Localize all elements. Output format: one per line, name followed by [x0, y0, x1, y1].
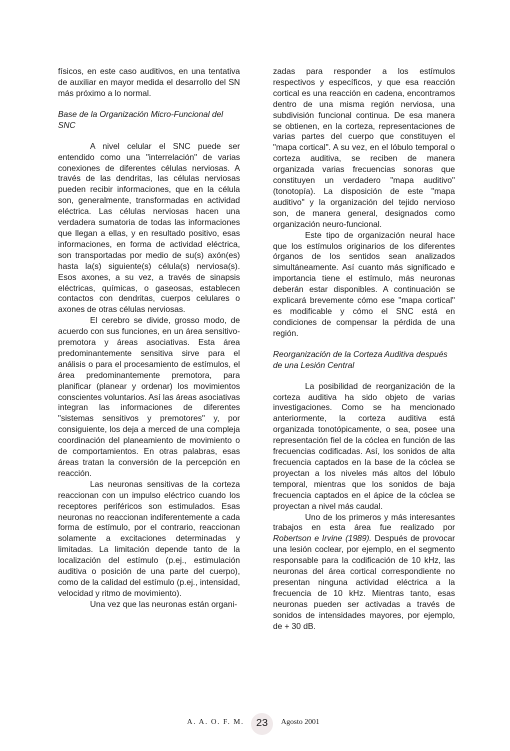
section-heading: Reorganización de la Corteza Auditiva después de una Lesión Central — [273, 348, 448, 370]
paragraph: A nivel celular el SNC puede ser entendido como una "interrelación" de varias conexiones de diferentes células nerviosas. A través de las dendritas, las células nerviosas pueden recibir informaciones, que en la célula son, generalmente, transformadas en actividad eléctrica. Las células nerviosas hacen una verdadera sumatoria de todas las informaciones que llegan a ellas, y en resultado positivo, esas informaciones, en forma de actividad eléctrica, son transportadas por medio de su(s) axón(es) hasta la(s) siguiente(s) célula(s) nerviosa(s). Esos axones, a su vez, a través de sinapsis eléctricas, químicas, o gaseosas, establecen contactos con dendritas, cuerpos celulares o axones de otras células nerviosas. — [58, 140, 240, 315]
paragraph — [273, 512, 455, 632]
left-column — [58, 66, 240, 610]
page-number: 23 — [251, 713, 273, 735]
journal-name: A. A. O. F. M. — [187, 717, 244, 726]
paragraph: Este tipo de organización neural hace que los estímulos originarios de los diferentes órganos de los sentidos sean analizados simultáneamente. Así cuanto más significado e importancia tiene el estímulo, más neuronas deberán estar disponibles. A continuación se explicará brevemente cómo ese "mapa cortical" es modificable y cómo el SNC está en condiciones de compensar la pérdida de una región. — [273, 229, 455, 338]
paragraph: físicos, en este caso auditivos, en una tentativa de auxiliar en mayor medida el desarrollo del SN más próximo a lo normal. — [58, 66, 240, 98]
right-column — [273, 66, 455, 632]
paragraph-text: Uno de los primeros y más interesantes trabajos en esta área fue realizado por — [273, 511, 455, 533]
section-heading: Base de la Organización Micro-Funcional del SNC — [58, 108, 224, 130]
paragraph: El cerebro se divide, grosso modo, de acuerdo con sus funciones, en un área sensitivo-premotora y áreas asociativas. Esta área predominantemente sensitiva sirve para el análisis o para el procesamiento de estímulos, el área predominantemente premotora, para planificar (planear y ordenar) los movimientos conscientes voluntarios. Así las áreas asociativas integran las informaciones de diferentes "sistemas sensitivos y premotores" y, por consiguiente, los deja a merced de una compleja coordinación del planeamiento de movimiento o de comportamientos. En otras palabras, esas áreas tratan la conversión de la percepción en reacción. — [58, 315, 240, 478]
citation: Robertson e Irvine (1989). — [273, 533, 372, 544]
paragraph: La posibilidad de reorganización de la corteza auditiva ha sido objeto de varias investigaciones. Como se ha mencionado anteriormente, la corteza auditiva está organizada tonotópicamente, o sea, posee una representación fiel de la cóclea en función de las frecuencias codificadas. Así, los sonidos de alta frecuencia captados en la base de la cóclea se proyectan a los niveles más altos del lóbulo temporal, mientras que los sonidos de baja frecuencia captados en el ápice de la cóclea se proyectan a nivel más caudal. — [273, 380, 455, 511]
paragraph: Una vez que las neuronas están organi- — [90, 598, 238, 609]
paragraph: Las neuronas sensitivas de la corteza reaccionan con un impulso eléctrico cuando los receptores periféricos son estimulados. Esas neuronas no reaccionan indiferentemente a cada forma de estímulo, por el contrario, reaccionan solamente a excitaciones determinadas y limitadas. La limitación depende tanto de la localización del estímulo (p.ej., estimulación auditiva o posición de una parte del cuerpo), como de la calidad del estímulo (p.ej., intensidad, velocidad y ritmo de movimiento). — [58, 478, 240, 598]
page-footer — [0, 712, 510, 734]
paragraph-text: Después de provocar una lesión coclear, por ejemplo, en el segmento responsable para la codificación de 10 kHz, las neuronas del área cortical correspondiente no presentan ninguna actividad eléctrica a la frecuencia de 10 kHz. Mientras tanto, esas neuronas pueden ser activadas a través de sonidos de intensidades mayores, por ejemplo, de + 30 dB. — [273, 533, 455, 631]
paragraph: zadas para responder a los estímulos respectivos y específicos, y que esa reacción cortical es una reacción en cadena, encontramos dentro de una misma región nerviosa, una subdivisión funcional continua. De esa manera se obtienen, en la corteza, representaciones de varias partes del cuerpo que constituyen el "mapa cortical". A su vez, en el lóbulo temporal o corteza auditiva, se reciben de manera organizada varias frecuencias sonoras que constituyen un verdadero "mapa auditivo" (tonotopía). La disposición de este "mapa auditivo" y la organización del tejido nervioso son, de manera general, designados como organización neuro-funcional. — [273, 66, 455, 229]
issue-date: Agosto 2001 — [281, 717, 320, 726]
